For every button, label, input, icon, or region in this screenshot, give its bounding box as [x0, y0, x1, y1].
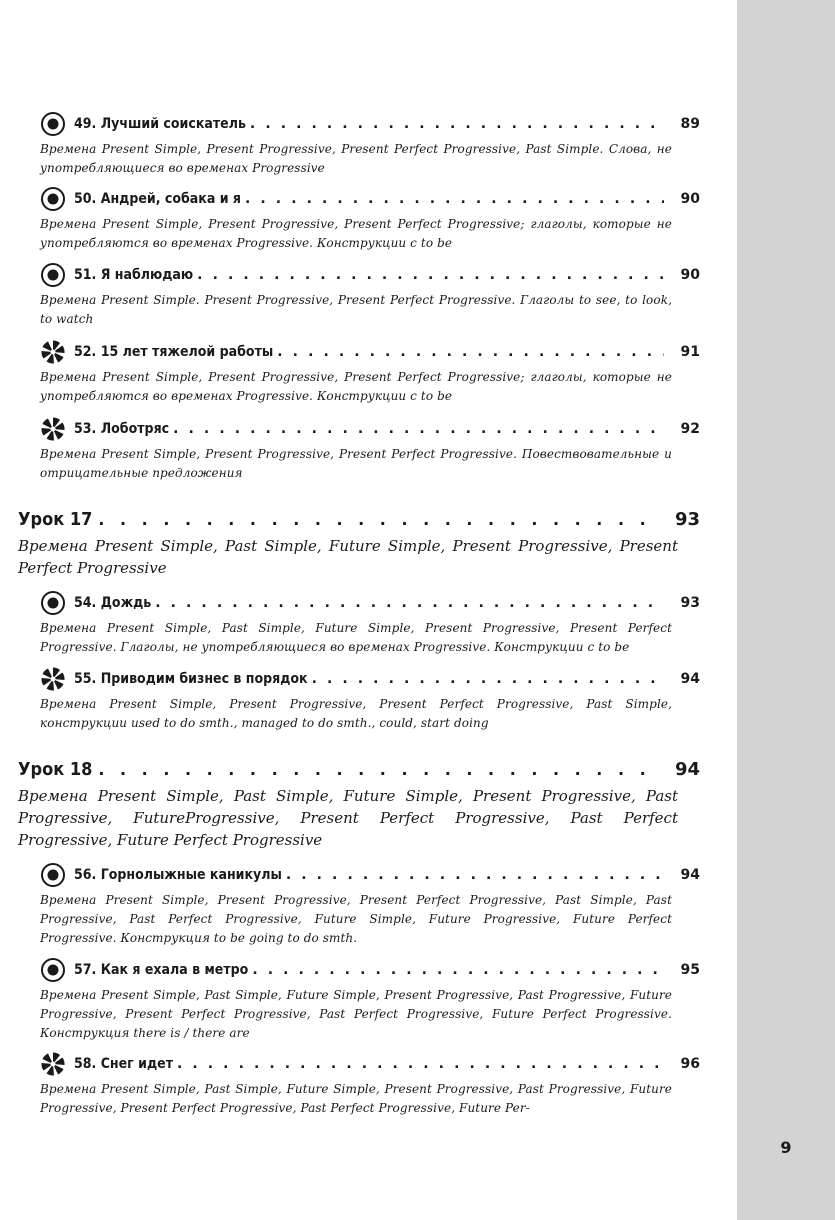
lesson-description: Времена Present Simple, Past Simple, Future Simple, Present Progressive, Present Perfect Progressive	[18, 537, 678, 577]
lesson-title: Урок 18	[18, 758, 93, 780]
target-icon	[40, 186, 66, 212]
lesson-description: Времена Present Simple, Past Simple, Future Simple, Present Progressive, Past Progressive, FutureProgressive, Present Perfect Progressive, Past Perfect Progressive, Future Perfect Progressive	[18, 787, 678, 849]
entry-title: 52. 15 лет тяжелой работы	[74, 344, 274, 360]
entry-description: Времена Present Simple, Present Progressive, Present Perfect Progressive; глаголы, которые не употребляются во временах Progressive. Конструкции с to be	[40, 217, 672, 250]
entry-title: 49. Лучший соискатель	[74, 116, 246, 132]
spiral-icon	[40, 666, 66, 692]
entry-title: 58. Снег идет	[74, 1056, 173, 1072]
toc-lesson[interactable]	[18, 756, 700, 851]
dot-leader	[177, 1056, 664, 1072]
entry-title: 50. Андрей, собака и я	[74, 191, 242, 207]
toc-lesson[interactable]	[18, 506, 700, 579]
entry-description: Времена Present Simple, Present Progressive, Present Perfect Progressive, Past Simple. Слова, не употребляющиеся во временах Progressive	[40, 142, 672, 175]
entry-description: Времена Present Simple, Present Progressive, Present Perfect Progressive, Past Simple, конструкции used to do smth., managed to do smth., could, start doing	[40, 697, 672, 730]
entry-description: Времена Present Simple. Present Progressive, Present Perfect Progressive. Глаголы to see, to look, to watch	[40, 293, 672, 326]
spiral-icon	[40, 339, 66, 365]
dot-leader	[245, 191, 664, 207]
toc-entry[interactable]	[40, 864, 700, 948]
side-strip	[737, 0, 835, 1220]
toc-entry[interactable]	[40, 188, 700, 253]
entry-title: 55. Приводим бизнес в порядок	[74, 671, 308, 687]
dot-leader	[155, 595, 664, 611]
dot-leader	[173, 421, 664, 437]
entry-page-number: 91	[680, 344, 700, 360]
entry-page-number: 90	[680, 191, 700, 207]
entry-title: 53. Лоботряс	[74, 421, 170, 437]
lesson-title: Урок 17	[18, 508, 93, 530]
lesson-page-number: 94	[674, 758, 700, 780]
entry-page-number: 93	[680, 595, 700, 611]
entry-title: 51. Я наблюдаю	[74, 267, 194, 283]
entry-page-number: 94	[680, 671, 700, 687]
toc-entry[interactable]	[40, 418, 700, 483]
dot-leader	[197, 267, 664, 283]
toc-entry[interactable]	[40, 113, 700, 178]
target-icon	[40, 262, 66, 288]
entry-page-number: 92	[680, 421, 700, 437]
entry-title: 56. Горнолыжные каникулы	[74, 867, 282, 883]
lesson-page-number: 93	[674, 508, 700, 530]
toc-entry[interactable]	[40, 959, 700, 1043]
dot-leader	[98, 760, 660, 779]
entry-description: Времена Present Simple, Present Progressive, Present Perfect Progressive. Повествовательные и отрицательные предложения	[40, 447, 672, 480]
entry-description: Времена Present Simple, Present Progressive, Present Perfect Progressive, Past Simple, Past Progressive, Past Perfect Progressive, Future Simple, Future Progressive, Future Perfect Progressive. Конструкция to be going to do smth.	[40, 893, 672, 945]
entry-page-number: 94	[680, 867, 700, 883]
dot-leader	[252, 962, 664, 978]
target-icon	[40, 590, 66, 616]
entry-description: Времена Present Simple, Past Simple, Future Simple, Present Progressive, Present Perfect Progressive. Глаголы, не употребляющиеся во временах Progressive. Конструкции с to be	[40, 621, 672, 654]
spiral-icon	[40, 1051, 66, 1077]
dot-leader	[277, 344, 664, 360]
toc-entry[interactable]	[40, 264, 700, 329]
toc-entry[interactable]	[40, 341, 700, 406]
entry-page-number: 96	[680, 1056, 700, 1072]
dot-leader	[286, 867, 664, 883]
toc-entry[interactable]	[40, 592, 700, 657]
entry-description: Времена Present Simple, Past Simple, Future Simple, Present Progressive, Past Progressive, Future Progressive, Present Perfect Progressive, Past Perfect Progressive, Future Perfect Progressive. Конструкция there is / there are	[40, 988, 672, 1040]
toc-entry[interactable]	[40, 1053, 700, 1118]
dot-leader	[98, 510, 660, 529]
entry-description: Времена Present Simple, Present Progressive, Present Perfect Progressive; глаголы, которые не употребляются во временах Progressive. Конструкции с to be	[40, 370, 672, 403]
page-number: 9	[780, 1138, 792, 1157]
entry-page-number: 90	[680, 267, 700, 283]
target-icon	[40, 862, 66, 888]
entry-title: 54. Дождь	[74, 595, 152, 611]
dot-leader	[312, 671, 664, 687]
target-icon	[40, 957, 66, 983]
entry-page-number: 95	[680, 962, 700, 978]
target-icon	[40, 111, 66, 137]
entry-page-number: 89	[680, 116, 700, 132]
toc-entry[interactable]	[40, 668, 700, 733]
spiral-icon	[40, 416, 66, 442]
entry-description: Времена Present Simple, Past Simple, Future Simple, Present Progressive, Past Progressive, Future Progressive, Present Perfect Progressive, Past Perfect Progressive, Future Per-	[40, 1082, 672, 1115]
dot-leader	[250, 116, 664, 132]
entry-title: 57. Как я ехала в метро	[74, 962, 249, 978]
